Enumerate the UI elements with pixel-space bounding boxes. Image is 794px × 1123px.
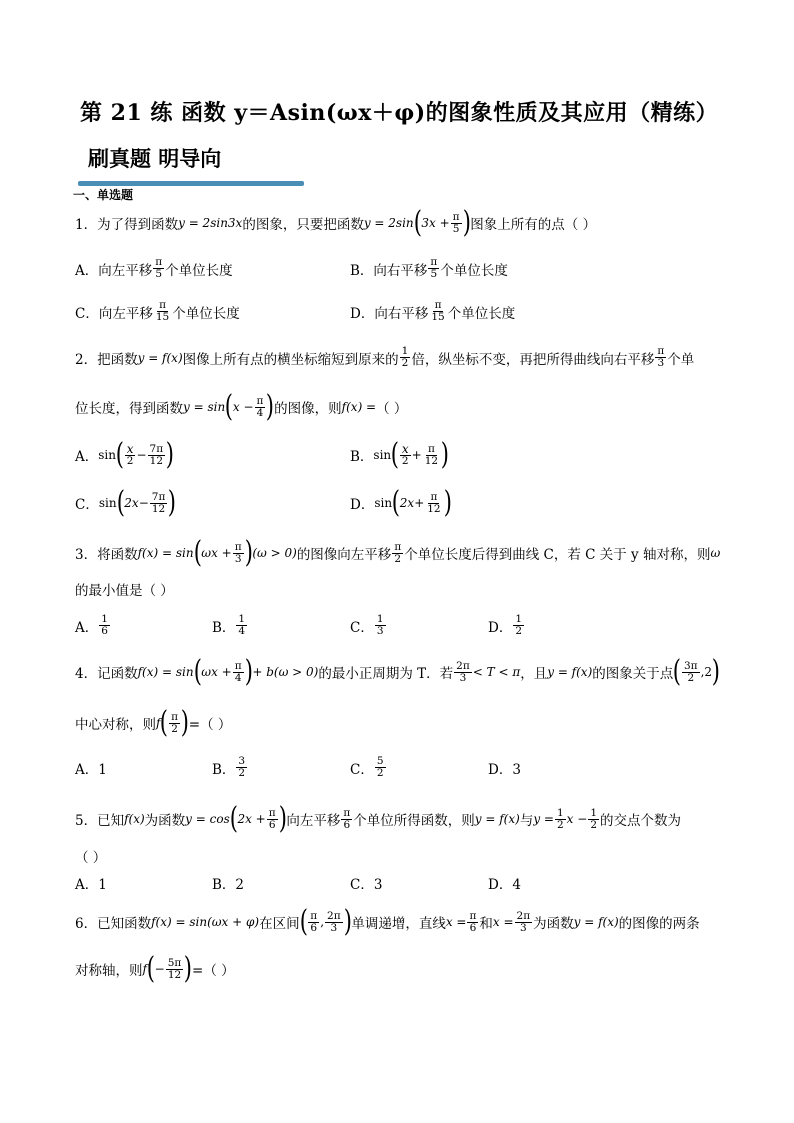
q1-option-c: C．向左平移 $\frac{\pi}{15}$ 个单位长度	[75, 299, 240, 323]
q5-option-c: C．3	[350, 877, 383, 893]
q3-option-d: D． $\frac{1}{2}$	[488, 613, 523, 637]
q3-option-a: A． $\frac{1}{6}$	[75, 613, 108, 637]
q2-option-b: B． sin ( $\frac{x}{2}$ + $\frac{\pi}{12}$ )	[350, 437, 450, 472]
question-4: 4．记函数 f(x) = sin ( ωx + $\frac{\pi}{4}$ ) + b(ω > 0) 的最小正周期为 T．若 $\frac{2\pi}{3}$ < T < π ，且 y = f(x) 的图象关于点 ( $\frac{3\pi}{2}$ ,2 )	[75, 654, 720, 689]
q2-option-d: D． sin ( 2x + $\frac{\pi}{12}$ )	[350, 485, 452, 520]
q4-option-d: D．3	[488, 762, 521, 778]
q1-option-d: D．向右平移 $\frac{\pi}{15}$ 个单位长度	[350, 299, 516, 323]
q3-option-c: C． $\frac{1}{3}$	[350, 613, 384, 637]
question-2: 2．把函数 y = f(x) 图像上所有点的横坐标缩短到原来的 $\frac{1}{2}$ 倍，纵坐标不变，再把所得曲线向右平移 $\frac{\pi}{3}$ 个单	[75, 345, 695, 369]
question-5: 5．已知 f(x) 为函数 y = cos ( 2x + $\frac{\pi}{6}$ ) 向左平移 $\frac{\pi}{6}$ 个单位所得函数，则 y = f(x) 与 y = $\frac{1}{2}$ x − $\frac{1}{2}$ 的交点个数为	[75, 801, 681, 836]
question-3-line-2: 的最小值是（ ）	[75, 583, 174, 599]
question-4-line-2: 中心对称，则 f ( $\frac{\pi}{2}$ ) =（ ）	[75, 705, 232, 740]
question-5-line-2: （ ）	[75, 850, 107, 866]
q2-option-c: C． sin ( 2x − $\frac{7\pi}{12}$ )	[75, 485, 177, 520]
q5-option-d: D．4	[488, 877, 521, 893]
q4-option-a: A．1	[75, 762, 107, 778]
question-1: 1．为了得到函数 y = 2sin3x 的图象，只要把函数 y = 2sin ( 3x + $\frac{\pi}{5}$ ) 图象上所有的点（ ）	[75, 205, 597, 240]
q5-option-b: B．2	[212, 877, 245, 893]
q3-option-b: B． $\frac{1}{4}$	[212, 613, 246, 637]
q4-option-b: B． $\frac{3}{2}$	[212, 755, 246, 779]
question-3: 3．将函数 f(x) = sin ( ωx + $\frac{\pi}{3}$ ) (ω > 0) 的图像向左平移 $\frac{\pi}{2}$ 个单位长度后得到曲线 C，若 C 关于 y 轴对称，则 ω	[75, 535, 721, 570]
section-heading: 一、单选题	[73, 188, 134, 202]
question-6: 6．已知函数 f(x) = sin(ωx + φ) 在区间 ( $\frac{\pi}{6}$ , $\frac{2\pi}{3}$ ) 单调递增，直线 x = $\frac{\pi}{6}$ 和 x = $\frac{2\pi}{3}$ 为函数 y = f(x) 的图像的两条	[75, 904, 700, 939]
question-2-line-2: 位长度，得到函数 y = sin ( x − $\frac{\pi}{4}$ ) 的图像，则 f(x) = （ ）	[75, 389, 408, 424]
q1-option-a: A．向左平移 $\frac{\pi}{5}$ 个单位长度	[75, 256, 233, 280]
page-title: 第 21 练 函数 y＝Asin(ωx＋φ)的图象性质及其应用（精练）	[80, 100, 719, 126]
q1-option-b: B．向右平移 $\frac{\pi}{5}$ 个单位长度	[350, 256, 508, 280]
question-6-line-2: 对称轴，则 f ( − $\frac{5\pi}{12}$ ) =（ ）	[75, 951, 235, 986]
page-subtitle: 刷真题 明导向	[88, 146, 222, 171]
q4-option-c: C． $\frac{5}{2}$	[350, 755, 384, 779]
q5-option-a: A．1	[75, 877, 107, 893]
q2-option-a: A． sin ( $\frac{x}{2}$ − $\frac{7\pi}{12}$ )	[75, 437, 175, 472]
